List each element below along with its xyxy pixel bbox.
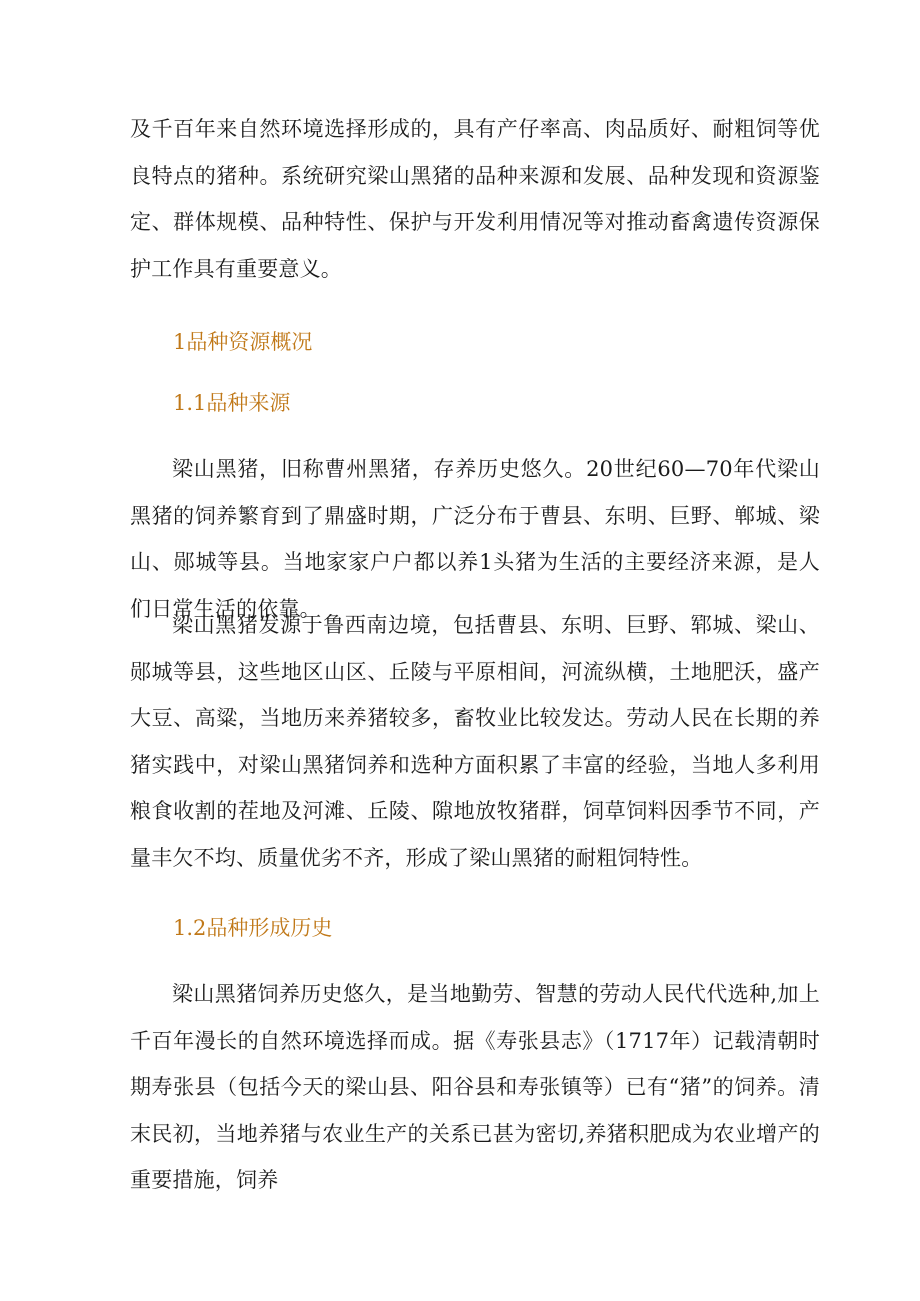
source-paragraph-1: 梁山黑猪，旧称曹州黑猪，存养历史悠久。20世纪60—70年代梁山黑猪的饲养繁育到了鼎盛时期，广泛分布于曹县、东明、巨野、郸城、梁山、郧城等县。当地家家户户都以养1头猪为生活的主要经济来源，是人们日常生活的依靠。 xyxy=(130,457,820,621)
section-heading-1-2: 1.2品种形成历史 xyxy=(173,916,333,940)
section-heading-1-1: 1.1品种来源 xyxy=(173,391,291,415)
section-heading-1: 1品种资源概况 xyxy=(173,330,313,354)
intro-paragraph: 及千百年来自然环境选择形成的，具有产仔率高、肉品质好、耐粗饲等优良特点的猪种。系统研究梁山黑猪的品种来源和发展、品种发现和资源鉴定、群体规模、品种特性、保护与开发利用情况等对推动畜禽遗传资源保护工作具有重要意义。 xyxy=(130,117,820,281)
history-paragraph: 梁山黑猪饲养历史悠久，是当地勤劳、智慧的劳动人民代代选种,加上千百年漫长的自然环境选择而成。据《寿张县志》（1717年）记载清朝时期寿张县（包括今天的梁山县、阳谷县和寿张镇等）已有“猪”的饲养。清末民初，当地养猪与农业生产的关系已甚为密切,养猪积肥成为农业增产的重要措施，饲养 xyxy=(130,982,820,1192)
source-paragraph-2: 梁山黑猪发源于鲁西南边境，包括曹县、东明、巨野、郓城、梁山、郧城等县，这些地区山区、丘陵与平原相间，河流纵横，土地肥沃，盛产大豆、高粱，当地历来养猪较多，畜牧业比较发达。劳动人民在长期的养猪实践中，对梁山黑猪饲养和选种方面积累了丰富的经验，当地人多利用粮食收割的茬地及河滩、丘陵、隙地放牧猪群，饲草饲料因季节不同，产量丰欠不均、质量优劣不齐，形成了梁山黑猪的耐粗饲特性。 xyxy=(130,613,820,870)
